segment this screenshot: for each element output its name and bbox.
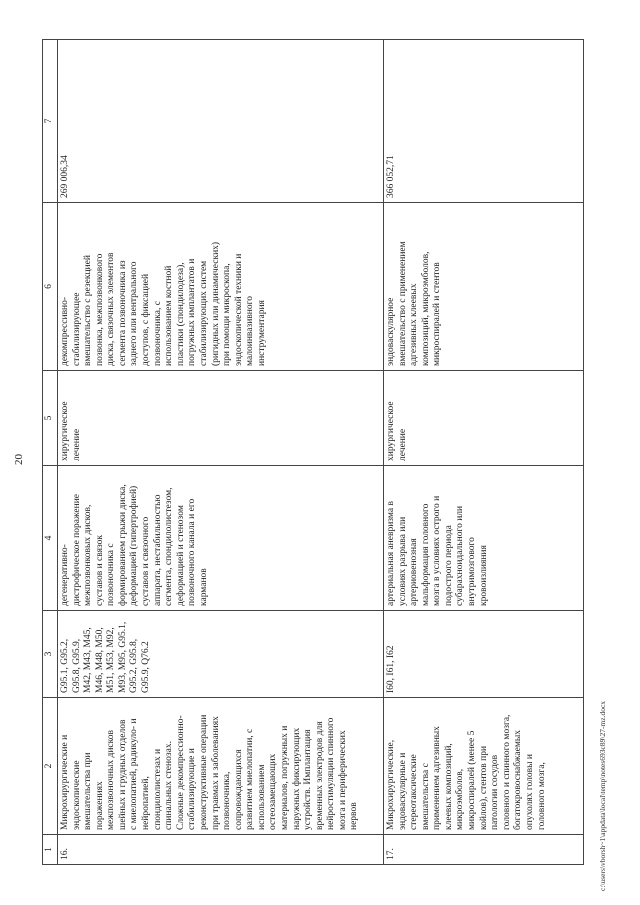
cost-value: 366 052,71 [384, 40, 584, 203]
table-row [58, 40, 384, 865]
table-row [384, 40, 584, 865]
treatment-type: хирургическое лечение [58, 371, 384, 466]
patient-model: дегенеративно- дистрофическое поражение межпозвонковых дисков, суставов и связок позвоночника с формированием грыжи диска, деформацией (гипертрофией) суставов и связочного аппарата, нестабильностью сегмента, спондилолистезом, деформацией и стенозом позвоночного канала и его карманов [58, 466, 384, 611]
icd-codes: I60, I61, I62 [384, 611, 584, 698]
treatment-method: эндоваскулярное вмешательство с применением адгезивных клеевых композиций, микроэмболов, микроспиралей и стентов [384, 203, 584, 371]
row-number: 17. [384, 835, 584, 865]
footer-file-path: c:\users\vborsh~1\appdata\local\temp\notes693c89\27-mz.docx [598, 700, 607, 891]
header-row [43, 40, 58, 865]
row-number: 16. [58, 835, 384, 865]
header-cell: 5 [43, 371, 58, 466]
services-table [42, 39, 584, 865]
cost-value: 269 006,34 [58, 40, 384, 203]
header-cell: 3 [43, 611, 58, 698]
icd-codes: G95.1, G95.2, G95.8, G95.9, M42, M43, M45, M46, M48, M50, M51, M53, M92, M93, M95, G95.1, G95.2, G95.8, G95.9, Q76.2 [58, 611, 384, 698]
page-number: 20 [13, 454, 25, 465]
service-name: Микрохирургические и эндоскопические вмешательства при поражениях межпозвоночных дисков шейных и грудных отделов с миелопатией, радикуло- и нейропатией, спондилолистезах и спинальных стенозах. Сложные декомпрессионно- стабилизирующие и реконструктивные операции при травмах и заболеваниях позвоночника, сопровождающихся развитием миелопатии, с использованием остеозамещающих материалов, погружных и наружных фиксирующих устройств. Имплантация временных электродов для нейростимуляции спинного мозга и периферических нервов [58, 698, 384, 835]
treatment-method: декомпрессивно- стабилизирующее вмешательство с резекцией позвонка, межпозвонкового диска, связочных элементов сегмента позвоночника из заднего или вентрального доступов, с фиксацией позвоночника, с использованием костной пластики (спондилодеза), погружных имплантатов и стабилизирующих систем (ригидных или динамических) при помощи микроскопа, эндоскопической техники и малоинвазивного инструментария [58, 203, 384, 371]
service-name: Микрохирургические, эндоваскулярные и стереотаксические вмешательства с применением адгезивных клеевых композиций, микроэмболов, микроспиралей (менее 5 койлов), стентов при патологии сосудов головного и спинного мозга, богатокровоснабжаемых опухолях головы и головного мозга, [384, 698, 584, 835]
patient-model: артериальная аневризма в условиях разрыва или артериовенозная мальформация головного мозга в условиях острого и подострого периода субарахноидального или внутримозгового кровоизлияния [384, 466, 584, 611]
treatment-type: хирургическое лечение [384, 371, 584, 466]
header-cell: 4 [43, 466, 58, 611]
header-cell: 1 [43, 835, 58, 865]
header-cell: 2 [43, 698, 58, 835]
header-cell: 6 [43, 203, 58, 371]
header-cell: 7 [43, 40, 58, 203]
